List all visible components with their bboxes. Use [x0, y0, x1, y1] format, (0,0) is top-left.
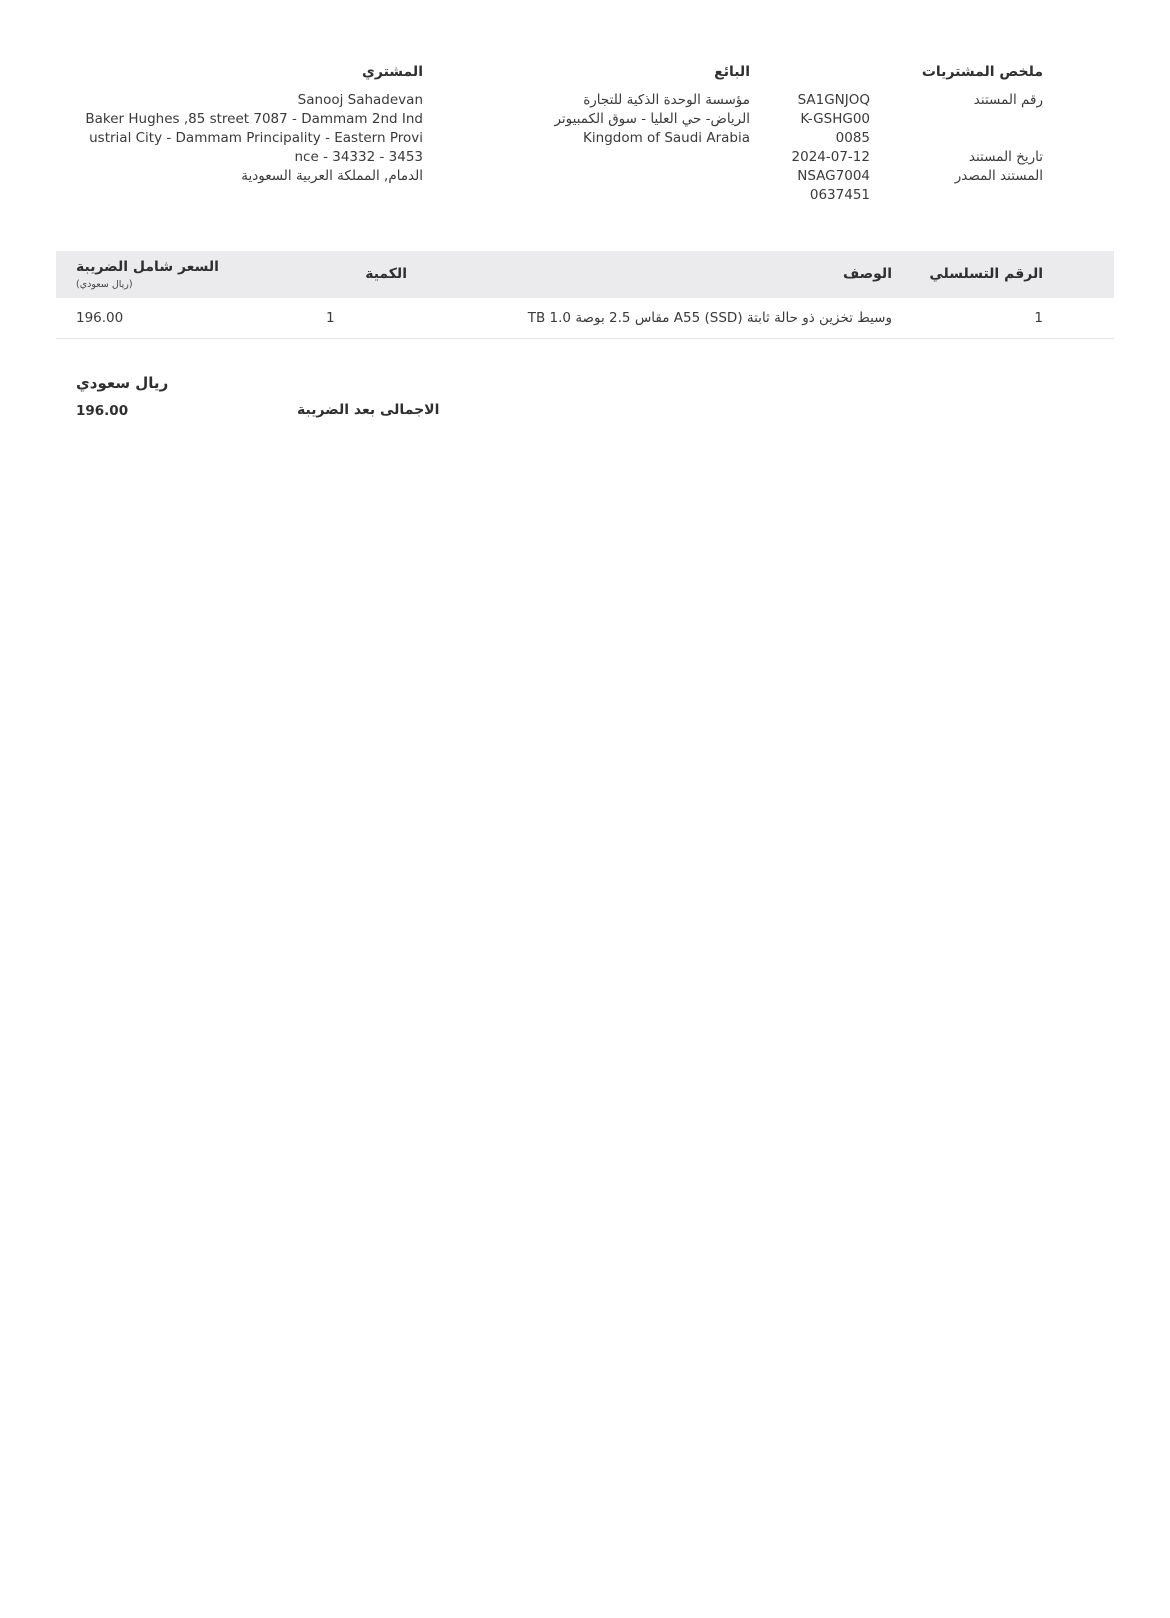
header-serial: الرقم التسلسلي [929, 266, 1043, 282]
buyer-name: Sanooj Sahadevan [297, 92, 423, 108]
doc-number-line-3: 0085 [835, 130, 870, 146]
buyer-address-line-3: nce - 34332 - 3453 [294, 149, 423, 165]
buyer-address-line-1: Baker Hughes ,85 street 7087 - Dammam 2nd Ind [85, 111, 423, 127]
doc-date-value: 2024-07-12 [791, 149, 870, 165]
buyer-city-country: الدمام, المملكة العربية السعودية [241, 168, 423, 184]
buyer-heading: المشتري [362, 64, 423, 80]
row-price: 196.00 [76, 310, 124, 326]
currency-label: ريال سعودي [76, 374, 169, 392]
seller-heading: البائع [714, 64, 750, 80]
buyer-address-line-2: ustrial City - Dammam Principality - Eastern Provi [89, 130, 423, 146]
header-price-unit: (ريال سعودي) [76, 279, 133, 290]
doc-date-label: تاريخ المستند [968, 149, 1043, 165]
total-label: الاجمالى بعد الضريبة [297, 402, 440, 418]
row-serial: 1 [1034, 310, 1043, 326]
total-value: 196.00 [76, 403, 129, 419]
header-description: الوصف [842, 266, 892, 282]
items-table-header [56, 251, 1114, 298]
summary-heading: ملخص المشتريات [921, 64, 1043, 80]
source-doc-label: المستند المصدر [954, 168, 1043, 184]
row-quantity: 1 [326, 310, 335, 326]
source-doc-line-2: 0637451 [809, 187, 870, 203]
doc-number-line-1: SA1GNJOQ [797, 92, 870, 108]
header-price: السعر شامل الضريبة [76, 259, 219, 275]
seller-country: Kingdom of Saudi Arabia [583, 130, 750, 146]
doc-number-line-2: K-GSHG00 [800, 111, 870, 127]
seller-name: مؤسسة الوحدة الذكية للتجارة [583, 92, 750, 108]
doc-number-label: رقم المستند [973, 92, 1043, 108]
seller-address: الرياض- حي العليا - سوق الكمبيوتر [554, 111, 750, 127]
header-quantity: الكمية [365, 266, 407, 282]
row-description: وسيط تخزين ذو حالة ثابتة (SSD) A55 مقاس 2.5 بوصة 1.0 TB [527, 310, 892, 326]
table-row [56, 298, 1114, 339]
source-doc-line-1: NSAG7004 [797, 168, 870, 184]
